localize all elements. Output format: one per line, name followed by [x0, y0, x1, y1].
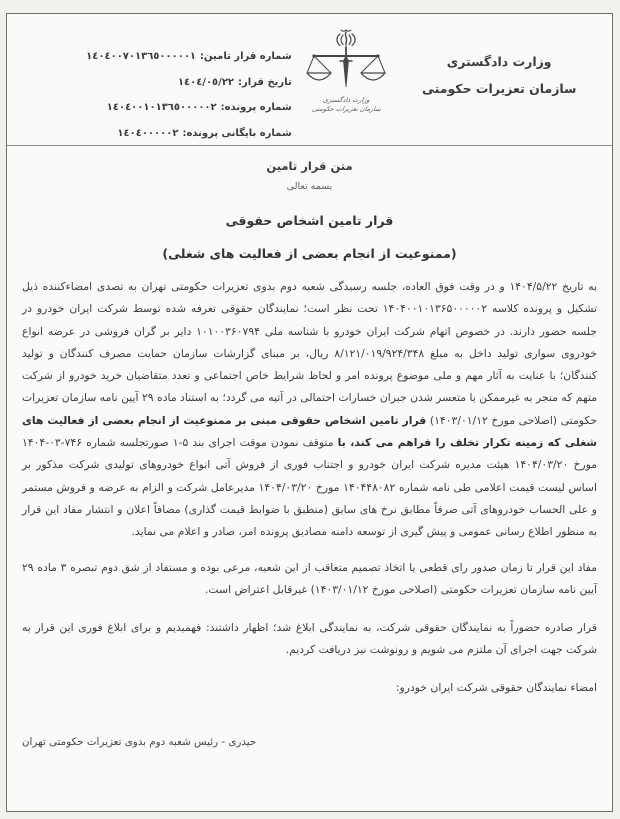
ruling-text-pre: به تاریخ ۱۴۰۴/۵/۲۲ و در وقت فوق العاده، جلسه رسیدگی شعبه دوم بدوی تعزیرات حکومتی تهران به تصدی امضاءکننده ذیل تشکیل و پرونده کلاسه ۱۴۰۴۰۰۱۰۱۳۶۵۰۰۰۰۰۲ تحت نظر است؛ نمایندگان حقوقی تعرفه شده توسط شرکت ایران خودرو در جلسه حضور دارند. در خصوص اتهام شرکت ایران خودرو با شناسه ملی ۱۰۱۰۰۳۶۰۷۹۴ دایر بر گران فروشی در عرضه انواع خودروی سواری تولید داخل به مبلغ ۸/۱۲۱/۰۱۹/۹۲۴/۳۴۸ ریال، بر مبنای گزارشات سازمان حمایت مصرف کنندگان و تولید کنندگان؛ با عنایت به آثار مهم و ملی موضوع پرونده امر و لحاظ شرایط خاص اجتماعی و تعدد متقاضیان خرید خودرو از شرکت متهم که منجر به غیرممکن یا متعسر شدن جبران خسارات احتمالی در آتیه می گردد؛ به استناد ماده ۲۹ آیین نامه سازمان تعزیرات حکومتی (اصلاحی مورخ ۱۴۰۳/۰۱/۱۲): [22, 280, 598, 427]
meta-row-case-number: [21, 95, 292, 121]
main-title: قرار تامین اشخاص حقوقی: [225, 213, 394, 228]
basmala: بسمه تعالی: [286, 181, 333, 192]
paragraph-notification: قرار صادره حضوراً به نمایندگان حقوقی شرکت، به نمایندگی ابلاغ شد؛ اظهار داشتند: فهمیدیم و برای ابلاغ فوری این قرار به شرکت جهت اجرای آن ملتزم می شویم و رونوشت نیز دریافت کردیم.: [22, 621, 597, 657]
meta-row-archive-number: [21, 121, 292, 147]
doc-type-title: متن قرار تامین: [266, 159, 353, 173]
meta-label: شماره بایگانی پرونده:: [182, 127, 292, 139]
case-meta-block: [17, 44, 292, 146]
meta-label: شماره قرار تامین:: [200, 51, 292, 62]
emblem-caption-organization: سازمان تعزیرات حکومتی: [311, 105, 381, 113]
meta-row-order-date: [21, 70, 292, 96]
meta-label: تاریخ قرار:: [238, 76, 292, 88]
paragraph-validity: مفاد این قرار تا زمان صدور رای قطعی یا اتخاذ تصمیم متعاقب از این شعبه، مرعی بوده و مستفاد از شق دوم تبصره ۳ ماده ۲۹ آیین نامه سازمان تعزیرات حکومتی (اصلاحی مورخ ۱۴۰۳/۰۱/۱۲) غیرقابل اعتراض است.: [22, 560, 597, 596]
signature-caption: امضاء نمایندگان حقوقی شرکت ایران خودرو:: [395, 680, 597, 694]
subtitle: (ممنوعیت از انجام بعضی از فعالیت های شغلی): [162, 246, 457, 261]
organization-name: سازمان تعزیرات حکومتی: [421, 81, 577, 96]
org-name-block: [400, 48, 598, 102]
meta-value: ١٤٠٤/٠٥/٢٢: [177, 76, 235, 88]
ministry-name: وزارت دادگستری: [446, 54, 552, 69]
emblem-block: [292, 28, 401, 114]
meta-value: ١٤٠٤٠٠٠٠٠٢: [117, 127, 179, 139]
meta-row-order-number: [21, 44, 292, 70]
paragraph-ruling: [22, 276, 597, 544]
judge-signature-line: حیدری - رئیس شعبه دوم بدوی تعزیرات حکومتی تهران: [22, 736, 257, 749]
meta-value: ١٤٠٤٠٠٧٠١٣٦٥٠٠٠٠٠١: [86, 51, 197, 62]
meta-label: شماره پرونده:: [220, 102, 292, 113]
ruling-text-post: متوقف نمودن موقت اجرای بند ۵-۱ صورتجلسه شماره ۷۴۶-۰۳-۱۴۰۴ مورخ ۱۴۰۴/۰۳/۲۰ هیئت مدیره شرکت ایران خودرو و اجتناب فوری از فروش آتی انواع خودروهای تولیدی شرکت مذکور بر اساس لیست قیمت اعلامی طی نامه شماره ۱۴۰۴۴۸۰۸۲ مورخ ۱۴۰۴/۰۳/۲۰ مدیرعامل شرکت و الزام به عرضه و فروش مستمر و علی الحساب خودروهای آتی صرفاً مطابق نرخ های سابق (منطبق با ضوابط قیمت گذاری) مضافاً اعلان و انتشار مفاد این قرار به منظور اطلاع رسانی عمومی و پیش گیری از توسعه دامنه مصادیق پرونده امر، صادر و اعلام می نماید.: [22, 436, 597, 539]
justice-scales-icon: [302, 28, 390, 92]
document-frame: [6, 13, 613, 812]
emblem-caption-ministry: وزارت دادگستری: [322, 96, 370, 104]
document-body: [7, 159, 612, 753]
letterhead: [7, 14, 612, 146]
meta-value: ١٤٠٤٠٠١٠١٣٦٥٠٠٠٠٠٢: [106, 102, 217, 113]
ruling-text-bold: قرار تامین اشخاص حقوقی مبنی بر ممنوعیت از انجام بعضی از فعالیت های شغلی که زمینه تکرار تخلف را فراهم می کند، با: [22, 413, 597, 450]
